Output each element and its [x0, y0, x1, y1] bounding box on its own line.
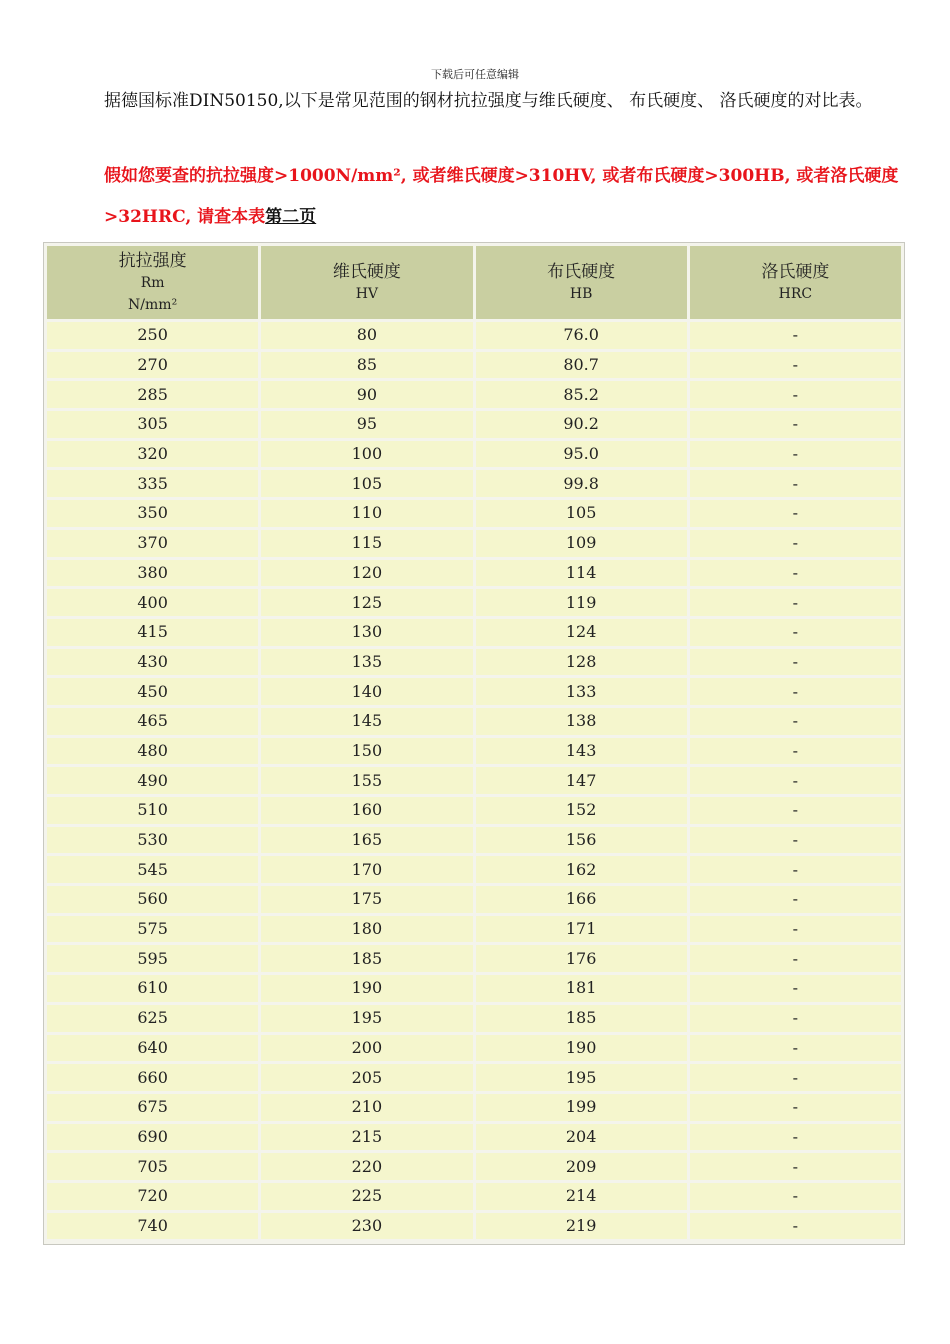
cell-tensile-strength: 625 [47, 1005, 258, 1032]
cell-tensile-strength: 575 [47, 916, 258, 943]
cell-vickers: 230 [261, 1213, 472, 1240]
cell-rockwell: - [690, 649, 901, 676]
cell-brinell: 138 [476, 708, 687, 735]
cell-tensile-strength: 400 [47, 589, 258, 616]
cell-rockwell: - [690, 886, 901, 913]
cell-rockwell: - [690, 1094, 901, 1121]
cell-brinell: 199 [476, 1094, 687, 1121]
cell-vickers: 115 [261, 530, 472, 557]
cell-vickers: 140 [261, 678, 472, 705]
intro-paragraph: 据德国标准DIN50150,以下是常见范围的钢材抗拉强度与维氏硬度、 布氏硬度、 洛氏硬度的对比表。 [104, 91, 873, 111]
cell-vickers: 215 [261, 1124, 472, 1151]
table-row [47, 470, 901, 497]
table-row [47, 678, 901, 705]
hardness-conversion-table [44, 243, 904, 1242]
cell-brinell: 214 [476, 1183, 687, 1210]
cell-brinell: 209 [476, 1153, 687, 1180]
cell-tensile-strength: 335 [47, 470, 258, 497]
cell-tensile-strength: 560 [47, 886, 258, 913]
cell-vickers: 130 [261, 619, 472, 646]
cell-vickers: 120 [261, 560, 472, 587]
cell-brinell: 105 [476, 500, 687, 527]
cell-rockwell: - [690, 708, 901, 735]
cell-rockwell: - [690, 975, 901, 1002]
cell-brinell: 85.2 [476, 381, 687, 408]
second-page-link[interactable]: 第二页 [265, 207, 317, 227]
cell-vickers: 95 [261, 411, 472, 438]
cell-vickers: 145 [261, 708, 472, 735]
cell-rockwell: - [690, 560, 901, 587]
cell-vickers: 155 [261, 767, 472, 794]
cell-tensile-strength: 270 [47, 352, 258, 379]
table-row [47, 1094, 901, 1121]
cell-vickers: 205 [261, 1064, 472, 1091]
cell-tensile-strength: 690 [47, 1124, 258, 1151]
table-row [47, 1183, 901, 1210]
table-row [47, 856, 901, 883]
cell-tensile-strength: 320 [47, 441, 258, 468]
header-sublabel: HV [355, 285, 379, 302]
table-body [47, 322, 901, 1239]
cell-brinell: 204 [476, 1124, 687, 1151]
table-row [47, 619, 901, 646]
cell-tensile-strength: 545 [47, 856, 258, 883]
cell-rockwell: - [690, 381, 901, 408]
table-row [47, 1035, 901, 1062]
hardness-table-container [43, 242, 905, 1245]
cell-rockwell: - [690, 1213, 901, 1240]
cell-brinell: 181 [476, 975, 687, 1002]
cell-brinell: 166 [476, 886, 687, 913]
table-row [47, 1005, 901, 1032]
cell-tensile-strength: 450 [47, 678, 258, 705]
header-label: 维氏硬度 [332, 261, 401, 282]
cell-rockwell: - [690, 738, 901, 765]
cell-tensile-strength: 720 [47, 1183, 258, 1210]
cell-vickers: 200 [261, 1035, 472, 1062]
header-sublabel: Rm [140, 274, 165, 291]
table-row [47, 411, 901, 438]
table-row [47, 500, 901, 527]
cell-rockwell: - [690, 678, 901, 705]
cell-rockwell: - [690, 589, 901, 616]
table-row [47, 797, 901, 824]
table-header-row [47, 246, 901, 319]
table-row [47, 560, 901, 587]
table-row [47, 1213, 901, 1240]
cell-tensile-strength: 465 [47, 708, 258, 735]
cell-vickers: 160 [261, 797, 472, 824]
cell-brinell: 76.0 [476, 322, 687, 349]
header-vickers [261, 246, 472, 319]
cell-rockwell: - [690, 1064, 901, 1091]
cell-vickers: 175 [261, 886, 472, 913]
header-label: 洛氏硬度 [761, 261, 830, 282]
header-rockwell [690, 246, 901, 319]
cell-tensile-strength: 660 [47, 1064, 258, 1091]
header-brinell [476, 246, 687, 319]
cell-vickers: 85 [261, 352, 472, 379]
cell-vickers: 100 [261, 441, 472, 468]
cell-brinell: 162 [476, 856, 687, 883]
cell-rockwell: - [690, 530, 901, 557]
cell-rockwell: - [690, 827, 901, 854]
table-row [47, 886, 901, 913]
cell-tensile-strength: 305 [47, 411, 258, 438]
cell-rockwell: - [690, 500, 901, 527]
cell-tensile-strength: 675 [47, 1094, 258, 1121]
cell-vickers: 220 [261, 1153, 472, 1180]
cell-rockwell: - [690, 470, 901, 497]
table-row [47, 916, 901, 943]
cell-brinell: 124 [476, 619, 687, 646]
table-row [47, 945, 901, 972]
cell-vickers: 150 [261, 738, 472, 765]
header-unit: N/mm² [128, 296, 178, 313]
table-row [47, 649, 901, 676]
cell-brinell: 147 [476, 767, 687, 794]
cell-brinell: 195 [476, 1064, 687, 1091]
cell-vickers: 225 [261, 1183, 472, 1210]
cell-rockwell: - [690, 1124, 901, 1151]
cell-tensile-strength: 250 [47, 322, 258, 349]
cell-brinell: 190 [476, 1035, 687, 1062]
cell-rockwell: - [690, 945, 901, 972]
cell-brinell: 119 [476, 589, 687, 616]
cell-brinell: 171 [476, 916, 687, 943]
table-row [47, 441, 901, 468]
cell-tensile-strength: 480 [47, 738, 258, 765]
cell-vickers: 195 [261, 1005, 472, 1032]
cell-vickers: 190 [261, 975, 472, 1002]
cell-rockwell: - [690, 352, 901, 379]
cell-vickers: 80 [261, 322, 472, 349]
cell-vickers: 210 [261, 1094, 472, 1121]
cell-tensile-strength: 610 [47, 975, 258, 1002]
cell-rockwell: - [690, 767, 901, 794]
cell-rockwell: - [690, 1183, 901, 1210]
cell-rockwell: - [690, 619, 901, 646]
notice-paragraph [104, 156, 910, 238]
cell-tensile-strength: 640 [47, 1035, 258, 1062]
cell-brinell: 99.8 [476, 470, 687, 497]
cell-brinell: 185 [476, 1005, 687, 1032]
table-row [47, 1064, 901, 1091]
table-row [47, 767, 901, 794]
cell-brinell: 156 [476, 827, 687, 854]
cell-tensile-strength: 490 [47, 767, 258, 794]
cell-tensile-strength: 285 [47, 381, 258, 408]
cell-brinell: 114 [476, 560, 687, 587]
cell-brinell: 152 [476, 797, 687, 824]
cell-brinell: 176 [476, 945, 687, 972]
watermark: 下载后可任意编辑 [431, 68, 519, 81]
table-row [47, 589, 901, 616]
table-row [47, 322, 901, 349]
table-row [47, 708, 901, 735]
header-sublabel: HB [569, 285, 593, 302]
cell-vickers: 180 [261, 916, 472, 943]
cell-rockwell: - [690, 1005, 901, 1032]
table-row [47, 827, 901, 854]
table-row [47, 975, 901, 1002]
cell-tensile-strength: 350 [47, 500, 258, 527]
cell-vickers: 125 [261, 589, 472, 616]
cell-brinell: 80.7 [476, 352, 687, 379]
cell-rockwell: - [690, 916, 901, 943]
header-tensile-strength [47, 246, 258, 319]
header-label: 布氏硬度 [547, 261, 616, 282]
cell-rockwell: - [690, 322, 901, 349]
cell-rockwell: - [690, 856, 901, 883]
cell-tensile-strength: 430 [47, 649, 258, 676]
cell-vickers: 105 [261, 470, 472, 497]
table-row [47, 352, 901, 379]
cell-brinell: 90.2 [476, 411, 687, 438]
cell-vickers: 135 [261, 649, 472, 676]
cell-brinell: 128 [476, 649, 687, 676]
header-sublabel: HRC [778, 285, 813, 302]
cell-tensile-strength: 595 [47, 945, 258, 972]
header-label: 抗拉强度 [118, 250, 187, 271]
cell-rockwell: - [690, 797, 901, 824]
table-row [47, 1124, 901, 1151]
cell-brinell: 109 [476, 530, 687, 557]
table-row [47, 738, 901, 765]
cell-brinell: 143 [476, 738, 687, 765]
table-row [47, 381, 901, 408]
cell-rockwell: - [690, 441, 901, 468]
cell-tensile-strength: 380 [47, 560, 258, 587]
table-row [47, 530, 901, 557]
cell-rockwell: - [690, 411, 901, 438]
table-row [47, 1153, 901, 1180]
cell-vickers: 90 [261, 381, 472, 408]
cell-vickers: 170 [261, 856, 472, 883]
cell-tensile-strength: 415 [47, 619, 258, 646]
cell-brinell: 133 [476, 678, 687, 705]
cell-rockwell: - [690, 1035, 901, 1062]
cell-brinell: 95.0 [476, 441, 687, 468]
cell-tensile-strength: 705 [47, 1153, 258, 1180]
cell-brinell: 219 [476, 1213, 687, 1240]
notice-text: 假如您要查的抗拉强度>1000N/mm², 或者维氏硬度>310HV, 或者布氏硬度>300HB, 或者洛氏硬度>32HRC, 请查本表 [104, 166, 899, 227]
cell-tensile-strength: 740 [47, 1213, 258, 1240]
cell-rockwell: - [690, 1153, 901, 1180]
cell-vickers: 185 [261, 945, 472, 972]
cell-tensile-strength: 510 [47, 797, 258, 824]
cell-vickers: 165 [261, 827, 472, 854]
cell-tensile-strength: 370 [47, 530, 258, 557]
cell-tensile-strength: 530 [47, 827, 258, 854]
cell-vickers: 110 [261, 500, 472, 527]
